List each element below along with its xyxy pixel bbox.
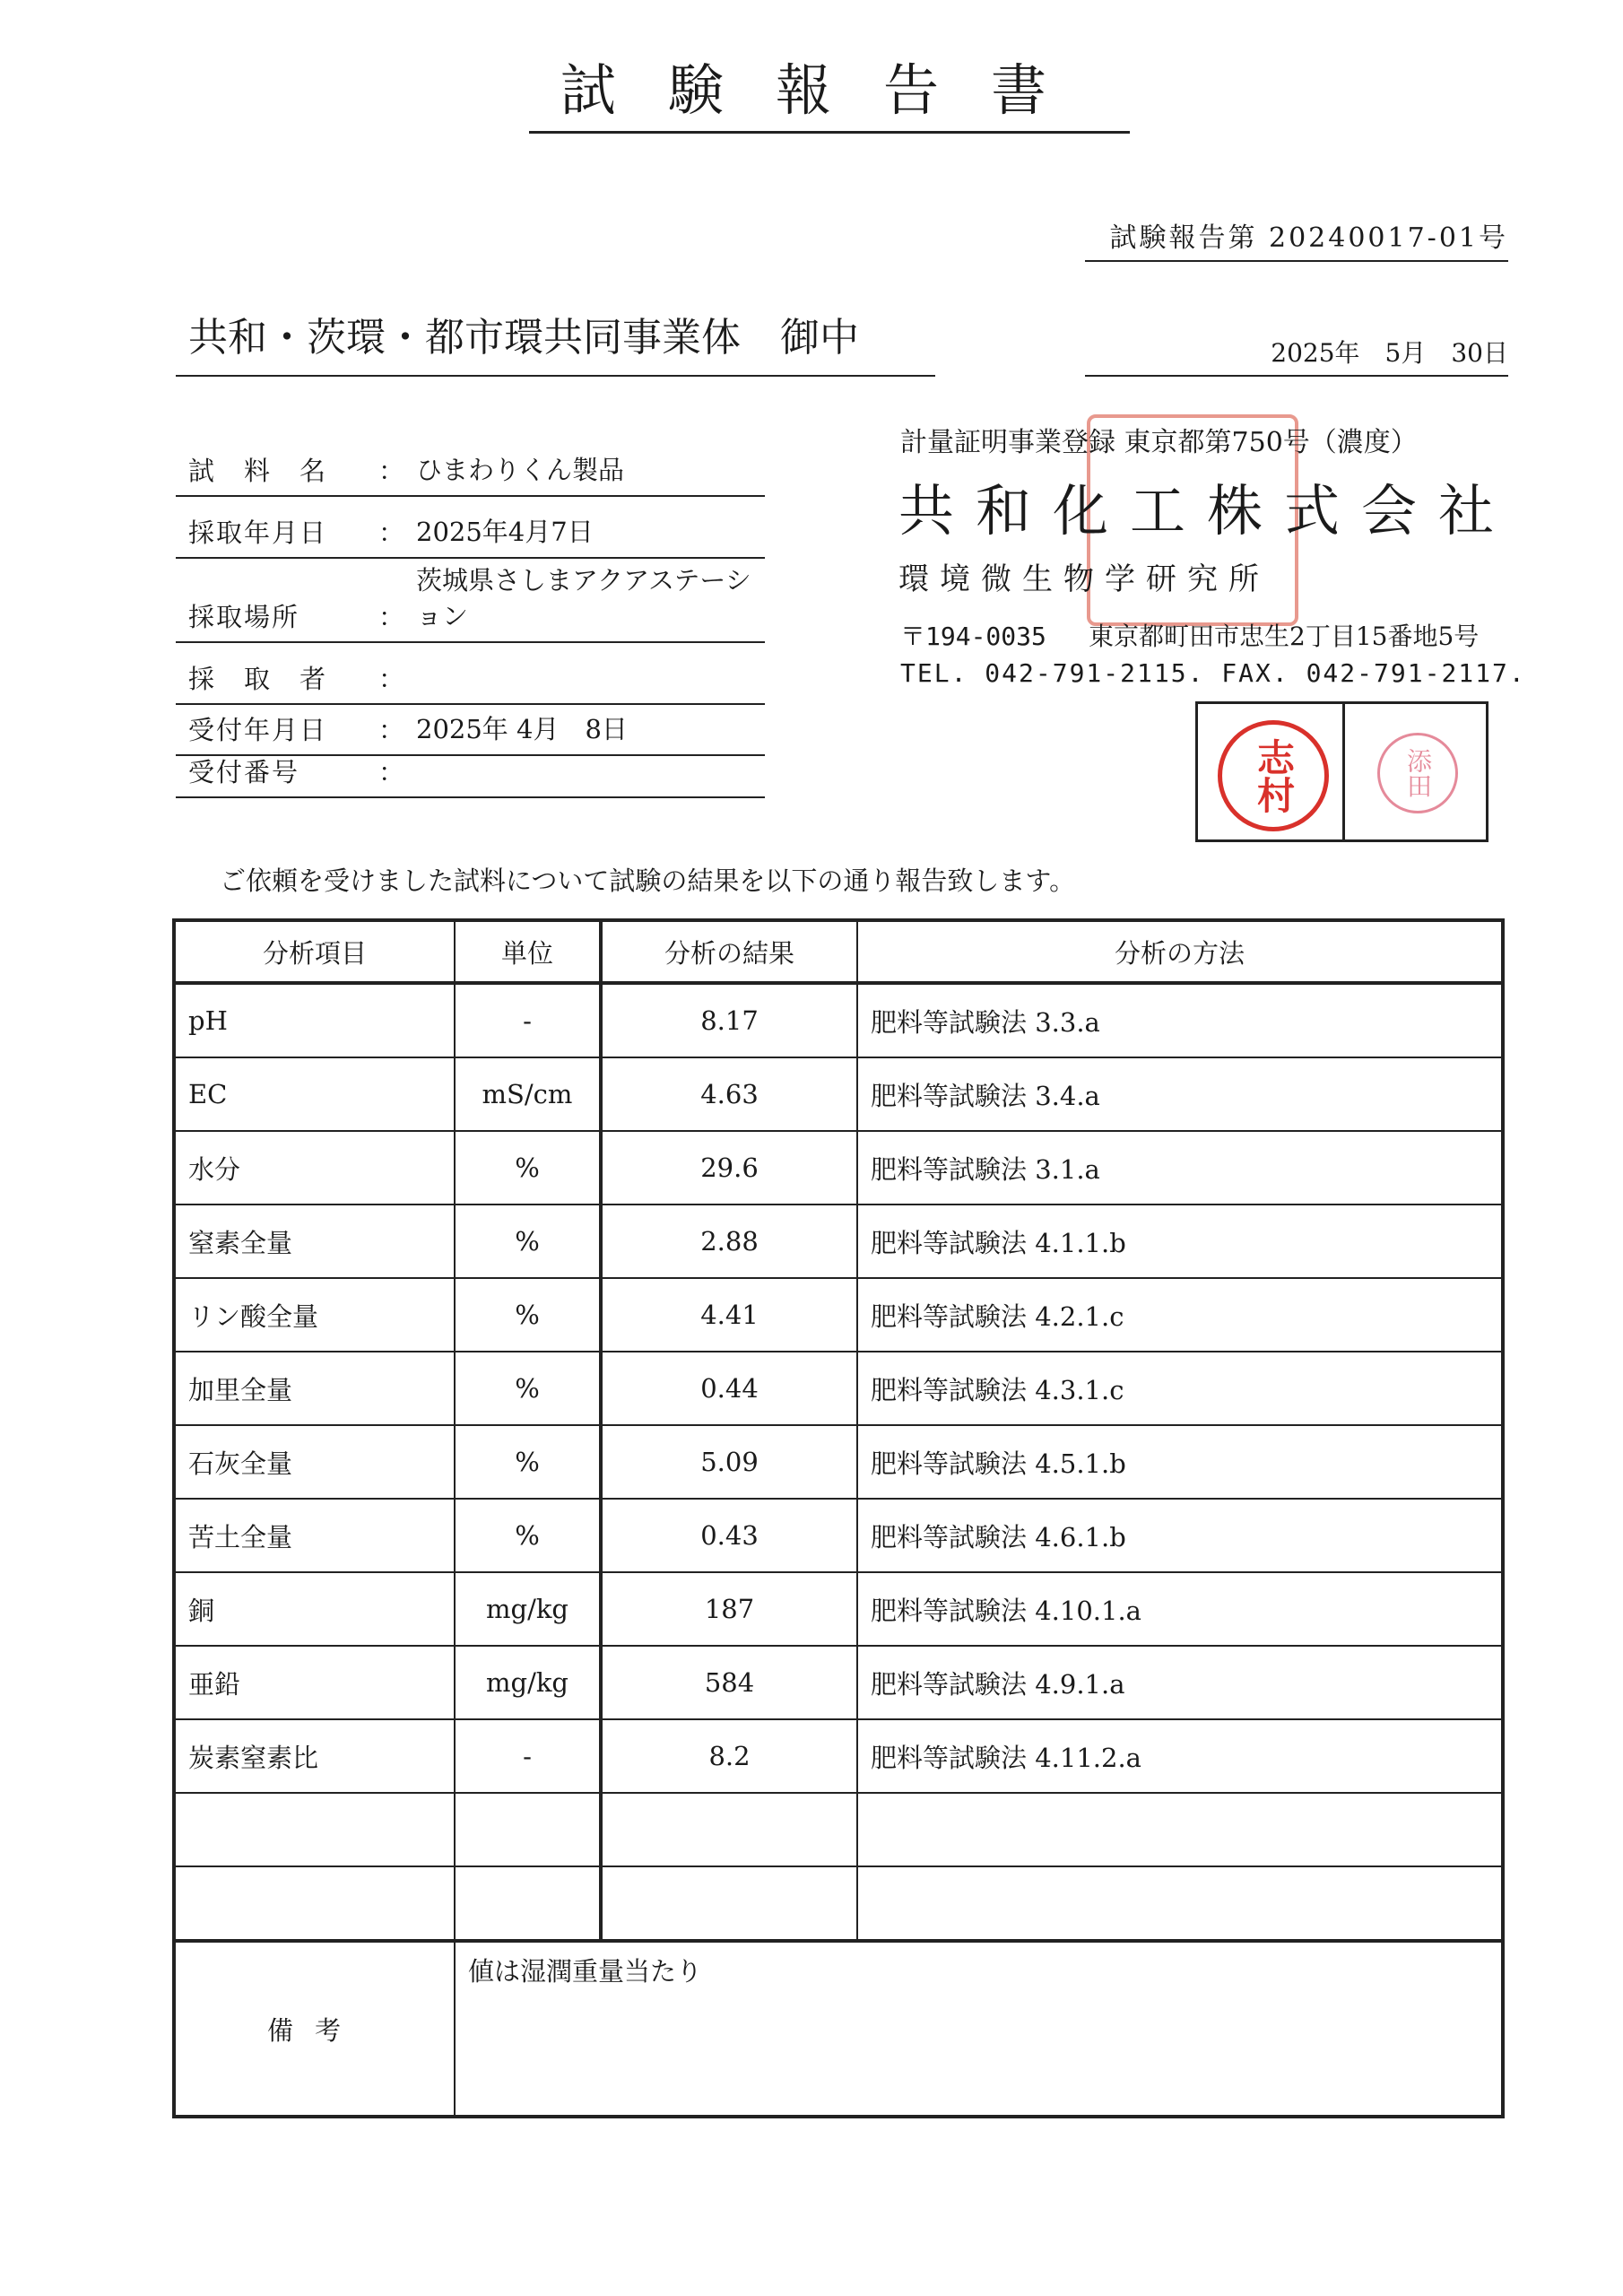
cell-unit: % — [455, 1425, 601, 1499]
info-row — [176, 430, 765, 497]
seal-soeda: 添田 — [1377, 733, 1458, 813]
info-label: 採取場所 — [188, 602, 300, 632]
cell-unit: - — [455, 1719, 601, 1793]
cell-unit: % — [455, 1131, 601, 1205]
info-colon: ： — [378, 664, 405, 694]
cell-unit: % — [455, 1499, 601, 1572]
remarks-label: 備考 — [174, 1941, 455, 2117]
cell-item: 炭素窒素比 — [174, 1719, 455, 1793]
postal-code: 〒194-0035 — [900, 622, 1046, 651]
issue-date: 2025年 5月 30日 — [1085, 334, 1508, 377]
cell-item: 苦土全量 — [174, 1499, 455, 1572]
cell-result: 8.2 — [601, 1719, 857, 1793]
lab-name: 環境微生物学研究所 — [898, 561, 1270, 597]
cell-result — [601, 1793, 857, 1866]
table-row — [174, 1499, 1503, 1572]
table-row — [174, 983, 1503, 1057]
cell-method: 肥料等試験法 3.1.a — [857, 1131, 1503, 1205]
registration-number: 計量証明事業登録 東京都第750号（濃度） — [900, 427, 1418, 458]
cell-result: 584 — [601, 1646, 857, 1719]
info-label: 受付年月日 — [188, 715, 328, 745]
seal-divider — [1342, 704, 1345, 839]
cell-result: 0.43 — [601, 1499, 857, 1572]
cell-unit: mg/kg — [455, 1572, 601, 1646]
company-address: 東京都町田市忠生2丁目15番地5号 — [1089, 622, 1480, 651]
header-result: 分析の結果 — [601, 920, 857, 983]
cell-item: リン酸全量 — [174, 1278, 455, 1352]
cell-item: 加里全量 — [174, 1352, 455, 1425]
table-row — [174, 1425, 1503, 1499]
cell-method: 肥料等試験法 3.4.a — [857, 1057, 1503, 1131]
cell-method: 肥料等試験法 4.5.1.b — [857, 1425, 1503, 1499]
cell-method: 肥料等試験法 4.11.2.a — [857, 1719, 1503, 1793]
cell-item: 亜鉛 — [174, 1646, 455, 1719]
info-label: 採 取 者 — [188, 664, 328, 694]
cell-unit — [455, 1866, 601, 1941]
cell-result: 5.09 — [601, 1425, 857, 1499]
cell-method: 肥料等試験法 3.3.a — [857, 983, 1503, 1057]
info-row — [176, 643, 765, 705]
info-row — [176, 705, 765, 756]
cell-result — [601, 1866, 857, 1941]
table-row — [174, 1646, 1503, 1719]
cell-result: 8.17 — [601, 983, 857, 1057]
cell-result: 0.44 — [601, 1352, 857, 1425]
info-label: 試 料 名 — [188, 456, 328, 486]
cell-item: pH — [174, 983, 455, 1057]
cell-item: 水分 — [174, 1131, 455, 1205]
cell-item: 石灰全量 — [174, 1425, 455, 1499]
cell-method — [857, 1793, 1503, 1866]
cell-result: 4.63 — [601, 1057, 857, 1131]
cell-unit — [455, 1793, 601, 1866]
info-colon: ： — [378, 602, 405, 632]
addressee: 共和・茨環・都市環共同事業体 御中 — [176, 305, 935, 377]
cell-item — [174, 1793, 455, 1866]
tel-fax: TEL. 042-791-2115. FAX. 042-791-2117. — [900, 658, 1526, 688]
info-label: 受付番号 — [188, 757, 300, 787]
table-row — [174, 1131, 1503, 1205]
info-colon: ： — [378, 456, 405, 486]
table-row — [174, 1352, 1503, 1425]
cell-unit: % — [455, 1352, 601, 1425]
table-row — [174, 1866, 1503, 1941]
cell-method: 肥料等試験法 4.3.1.c — [857, 1352, 1503, 1425]
remarks-row — [174, 1941, 1503, 2117]
cell-method — [857, 1866, 1503, 1941]
header-unit: 単位 — [455, 920, 601, 983]
header-method: 分析の方法 — [857, 920, 1503, 983]
table-row — [174, 1719, 1503, 1793]
info-row — [176, 497, 765, 559]
cell-unit: % — [455, 1278, 601, 1352]
cell-unit: % — [455, 1205, 601, 1278]
info-value: ひまわりくん製品 — [416, 455, 625, 485]
cell-unit: mg/kg — [455, 1646, 601, 1719]
cell-item: 窒素全量 — [174, 1205, 455, 1278]
cell-result: 4.41 — [601, 1278, 857, 1352]
info-colon: ： — [378, 517, 405, 548]
cell-result: 29.6 — [601, 1131, 857, 1205]
cell-method: 肥料等試験法 4.1.1.b — [857, 1205, 1503, 1278]
approval-seal-box — [1195, 701, 1488, 842]
info-row — [176, 559, 765, 643]
info-value: 2025年 4月 8日 — [416, 714, 628, 744]
info-value: 茨城県さしまアクアステーション — [416, 565, 751, 631]
cell-method: 肥料等試験法 4.6.1.b — [857, 1499, 1503, 1572]
cell-method: 肥料等試験法 4.2.1.c — [857, 1278, 1503, 1352]
remarks-text: 値は湿潤重量当たり — [455, 1941, 1503, 2117]
table-row — [174, 1793, 1503, 1866]
cell-item — [174, 1866, 455, 1941]
info-value: 2025年4月7日 — [416, 517, 594, 547]
document-title: 試験報告書 — [529, 56, 1130, 134]
table-header — [174, 920, 1503, 983]
cell-item: 銅 — [174, 1572, 455, 1646]
info-label: 採取年月日 — [188, 517, 328, 548]
cell-unit: - — [455, 983, 601, 1057]
table-row — [174, 1278, 1503, 1352]
cell-result: 187 — [601, 1572, 857, 1646]
cell-unit: mS/cm — [455, 1057, 601, 1131]
cell-method: 肥料等試験法 4.9.1.a — [857, 1646, 1503, 1719]
info-colon: ： — [378, 715, 405, 745]
cell-method: 肥料等試験法 4.10.1.a — [857, 1572, 1503, 1646]
table-row — [174, 1205, 1503, 1278]
cell-result: 2.88 — [601, 1205, 857, 1278]
table-row — [174, 1572, 1503, 1646]
table-row — [174, 1057, 1503, 1131]
company-name: 共和化工株式会社 — [898, 478, 1516, 544]
header-item: 分析項目 — [174, 920, 455, 983]
report-number: 試験報告第 20240017-01号 — [1085, 215, 1508, 262]
results-table — [172, 918, 1505, 2118]
info-row — [176, 756, 765, 798]
seal-shimura: 志村 — [1218, 720, 1329, 831]
info-colon: ： — [378, 757, 405, 787]
intro-sentence: ご依頼を受けました試料について試験の結果を以下の通り報告致します。 — [220, 865, 1076, 896]
cell-item: EC — [174, 1057, 455, 1131]
